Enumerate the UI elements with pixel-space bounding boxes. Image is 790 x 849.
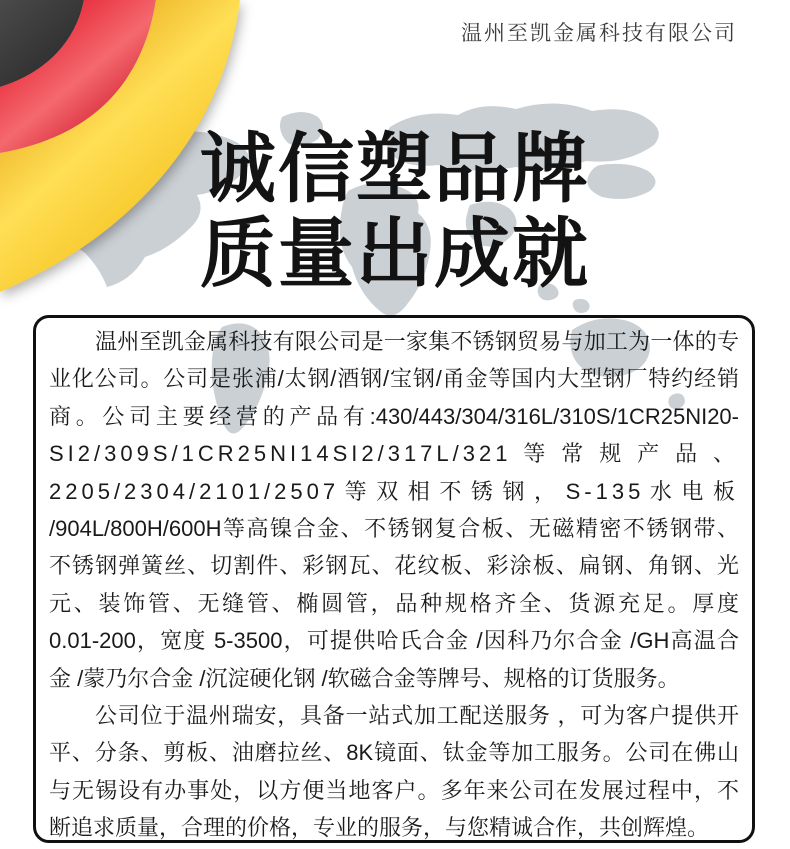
intro-line: 业化公司。公司是张浦/太钢/酒钢/宝钢/甬金等国内大型钢厂特约经销 — [49, 366, 739, 392]
intro-line: /904L/800H/600H等高镍合金、不锈钢复合板、无磁精密不锈钢带、 — [49, 516, 739, 542]
intro-line: 与无锡设有办事处，以方便当地客户。多年来公司在发展过程中，不 — [49, 777, 739, 803]
hero-title-line2: 质量出成就 — [200, 212, 590, 297]
intro-line: 2205/2304/2101/2507等双相不锈钢，S-135水电板 — [49, 478, 739, 504]
intro-line: 温州至凯金属科技有限公司是一家集不锈钢贸易与加工为一体的专 — [95, 329, 739, 354]
intro-line: 平、分条、剪板、油磨拉丝、8K镜面、钛金等加工服务。公司在佛山 — [49, 740, 739, 766]
intro-box — [33, 315, 755, 843]
hero-title-line1: 诚信塑品牌 — [200, 127, 590, 212]
intro-line: 断追求质量，合理的价格，专业的服务，与您精诚合作，共创辉煌。 — [49, 815, 710, 841]
intro-line: 金 /蒙乃尔合金 /沉淀硬化钢 /软磁合金等牌号、规格的订货服务。 — [49, 665, 680, 691]
intro-line: 商。公司主要经营的产品有:430/443/304/316L/310S/1CR25NI20- — [49, 403, 739, 429]
flag-ribbon — [0, 0, 262, 322]
intro-line: 不锈钢弹簧丝、切割件、彩钢瓦、花纹板、彩涂板、扁钢、角钢、光 — [49, 553, 739, 579]
intro-line: SI2/309S/1CR25NI14SI2/317L/321等常规产品、 — [49, 441, 739, 467]
company-name: 温州至凯金属科技有限公司 — [461, 22, 737, 45]
intro-line: 0.01-200，宽度 5-3500，可提供哈氏合金 /因科乃尔合金 /GH高温合 — [49, 628, 739, 654]
intro-line: 公司位于温州瑞安，具备一站式加工配送服务 ，可为客户提供开 — [95, 703, 739, 729]
intro-line: 元、装饰管、无缝管、椭圆管，品种规格齐全、货源充足。厚度 — [49, 590, 739, 616]
